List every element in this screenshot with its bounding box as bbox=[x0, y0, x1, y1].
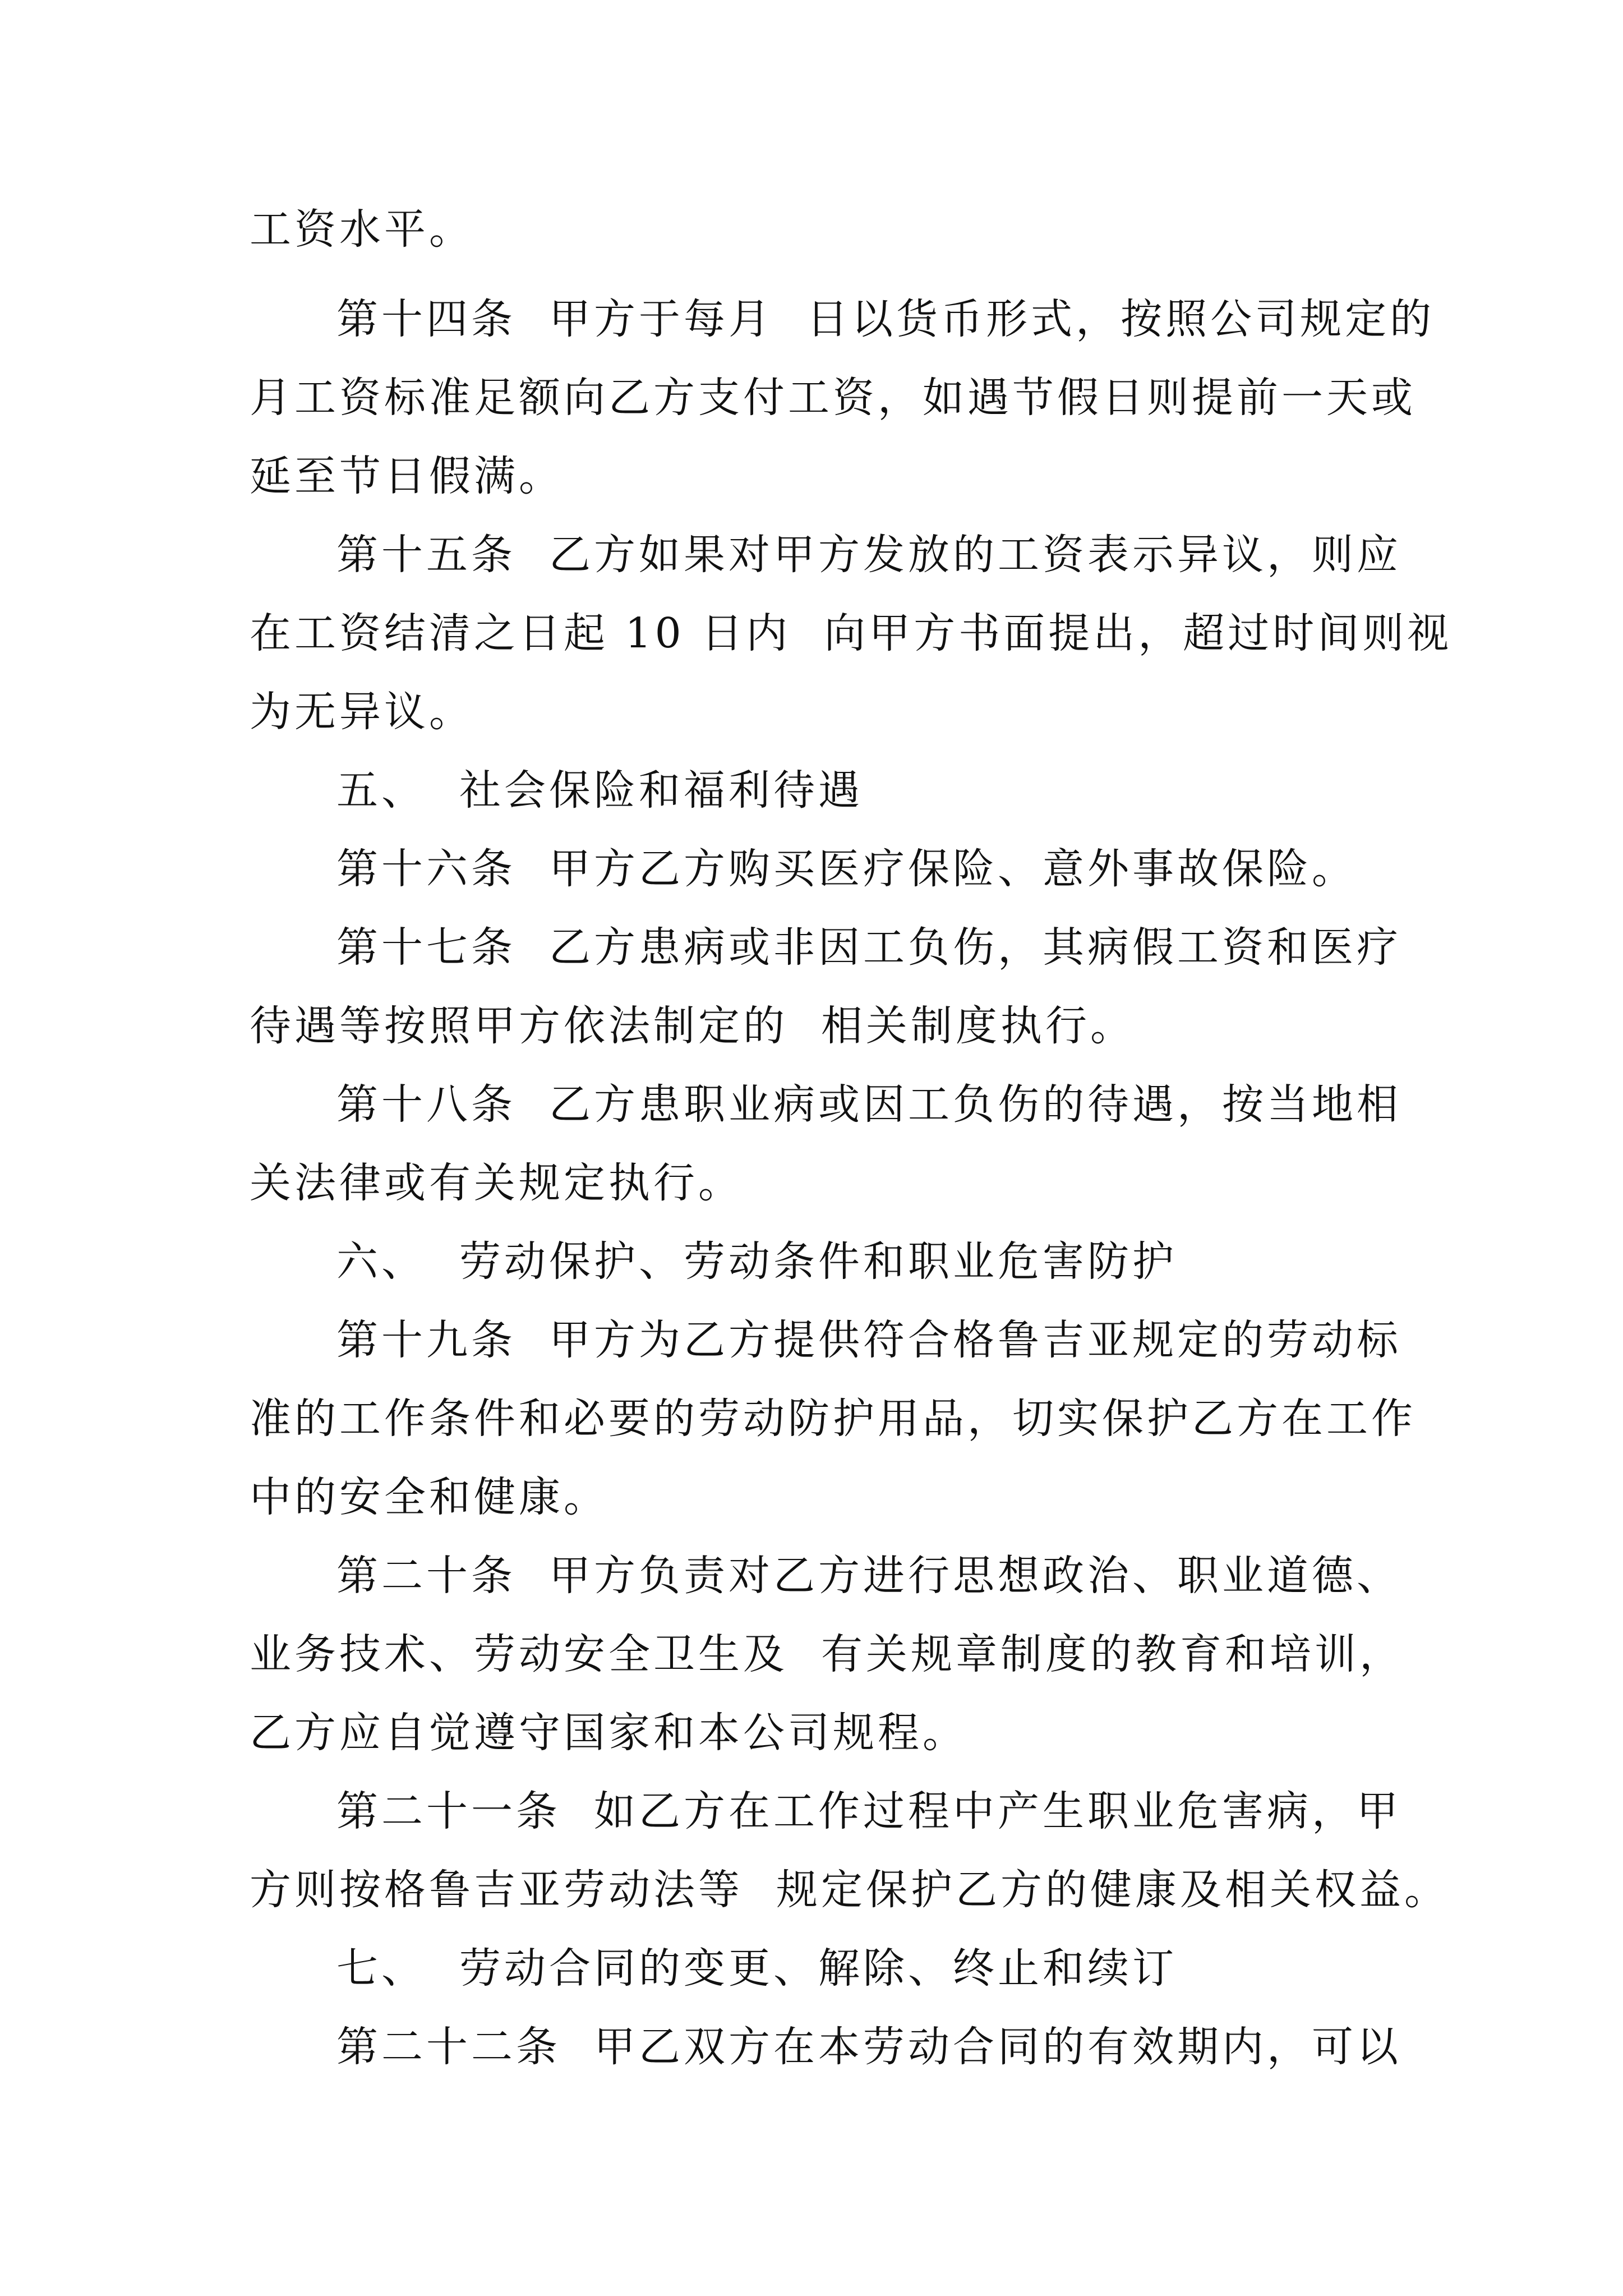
text-line: 工资水平。 bbox=[250, 205, 474, 254]
text-line: 中的安全和健康。 bbox=[250, 1473, 608, 1521]
section-heading: 六、 劳动保护、劳动条件和职业危害防护 bbox=[336, 1237, 1178, 1286]
text-line: 第十七条 乙方患病或非因工负伤，其病假工资和医疗 bbox=[336, 923, 1402, 972]
text-line: 关法律或有关规定执行。 bbox=[250, 1159, 743, 1207]
text-line: 延至节日假满。 bbox=[250, 452, 564, 500]
text-line: 业务技术、劳动安全卫生及 有关规章制度的教育和培训， bbox=[250, 1630, 1405, 1678]
text-line: 乙方应自觉遵守国家和本公司规程。 bbox=[250, 1709, 967, 1757]
section-heading: 五、 社会保险和福利待遇 bbox=[336, 766, 864, 815]
text-line: 第十八条 乙方患职业病或因工负伤的待遇，按当地相 bbox=[336, 1080, 1402, 1129]
text-line: 第十五条 乙方如果对甲方发放的工资表示异议，则应 bbox=[336, 531, 1402, 579]
text-line: 第十六条 甲方乙方购买医疗保险、意外事故保险。 bbox=[336, 845, 1357, 893]
section-heading: 七、 劳动合同的变更、解除、终止和续订 bbox=[336, 1944, 1178, 1993]
text-line: 第十四条 甲方于每月 日以货币形式，按照公司规定的 bbox=[336, 295, 1435, 343]
text-line: 第二十条 甲方负责对乙方进行思想政治、职业道德、 bbox=[336, 1552, 1402, 1600]
text-line: 待遇等按照甲方依法制定的 相关制度执行。 bbox=[250, 1002, 1136, 1050]
text-line: 第二十二条 甲乙双方在本劳动合同的有效期内，可以 bbox=[336, 2023, 1402, 2071]
text-line: 在工资结清之日起 10 日内 向甲方书面提出，超过时间则视 bbox=[250, 609, 1453, 657]
text-line: 月工资标准足额向乙方支付工资，如遇节假日则提前一天或 bbox=[250, 374, 1416, 422]
text-line: 为无异议。 bbox=[250, 688, 474, 736]
text-line: 第十九条 甲方为乙方提供符合格鲁吉亚规定的劳动标 bbox=[336, 1316, 1402, 1364]
text-line: 方则按格鲁吉亚劳动法等 规定保护乙方的健康及相关权益。 bbox=[250, 1866, 1450, 1914]
text-line: 准的工作条件和必要的劳动防护用品，切实保护乙方在工作 bbox=[250, 1395, 1416, 1443]
text-line: 第二十一条 如乙方在工作过程中产生职业危害病，甲 bbox=[336, 1787, 1402, 1835]
